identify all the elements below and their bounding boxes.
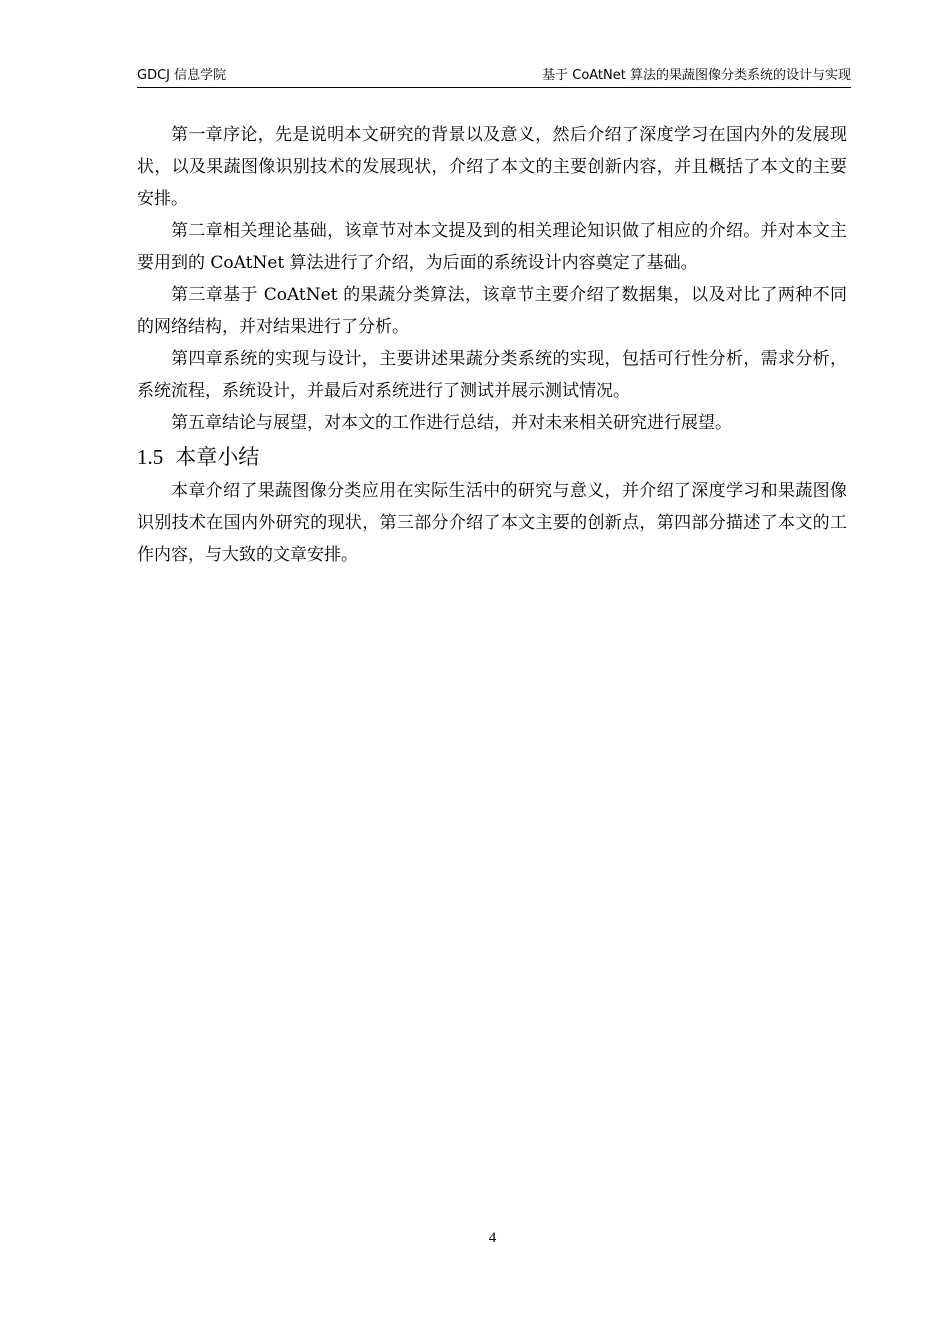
body-text (137, 119, 847, 571)
page-number: 4 (488, 1230, 497, 1246)
paragraph-section-summary: 本章介绍了果蔬图像分类应用在实际生活中的研究与意义，并介绍了深度学习和果蔬图像识别技术在国内外研究的现状，第三部分介绍了本文主要的创新点，第四部分描述了本文的工作内容，与大致的文章安排。 (137, 481, 847, 565)
section-number: 1.5 (137, 445, 164, 469)
paragraph-chapter-4-summary: 第四章系统的实现与设计，主要讲述果蔬分类系统的实现，包括可行性分析，需求分析，系统流程，系统设计，并最后对系统进行了测试并展示测试情况。 (137, 349, 847, 401)
running-header (137, 67, 851, 88)
paragraph-chapter-3-summary: 第三章基于 CoAtNet 的果蔬分类算法，该章节主要介绍了数据集，以及对比了两种不同的网络结构，并对结果进行了分析。 (137, 285, 847, 337)
header-thesis-title: 基于 CoAtNet 算法的果蔬图像分类系统的设计与实现 (542, 68, 851, 83)
section-heading (137, 440, 847, 474)
section-title: 本章小结 (175, 445, 260, 469)
paragraph-chapter-5-summary: 第五章结论与展望，对本文的工作进行总结，并对未来相关研究进行展望。 (171, 413, 732, 433)
paragraph-chapter-1-summary: 第一章序论，先是说明本文研究的背景以及意义，然后介绍了深度学习在国内外的发展现状，以及果蔬图像识别技术的发展现状，介绍了本文的主要创新内容，并且概括了本文的主要安排。 (137, 125, 847, 209)
header-school-name: GDCJ 信息学院 (137, 68, 227, 83)
paragraph-chapter-2-summary: 第二章相关理论基础，该章节对本文提及到的相关理论知识做了相应的介绍。并对本文主要用到的 CoAtNet 算法进行了介绍，为后面的系统设计内容奠定了基础。 (137, 221, 847, 273)
